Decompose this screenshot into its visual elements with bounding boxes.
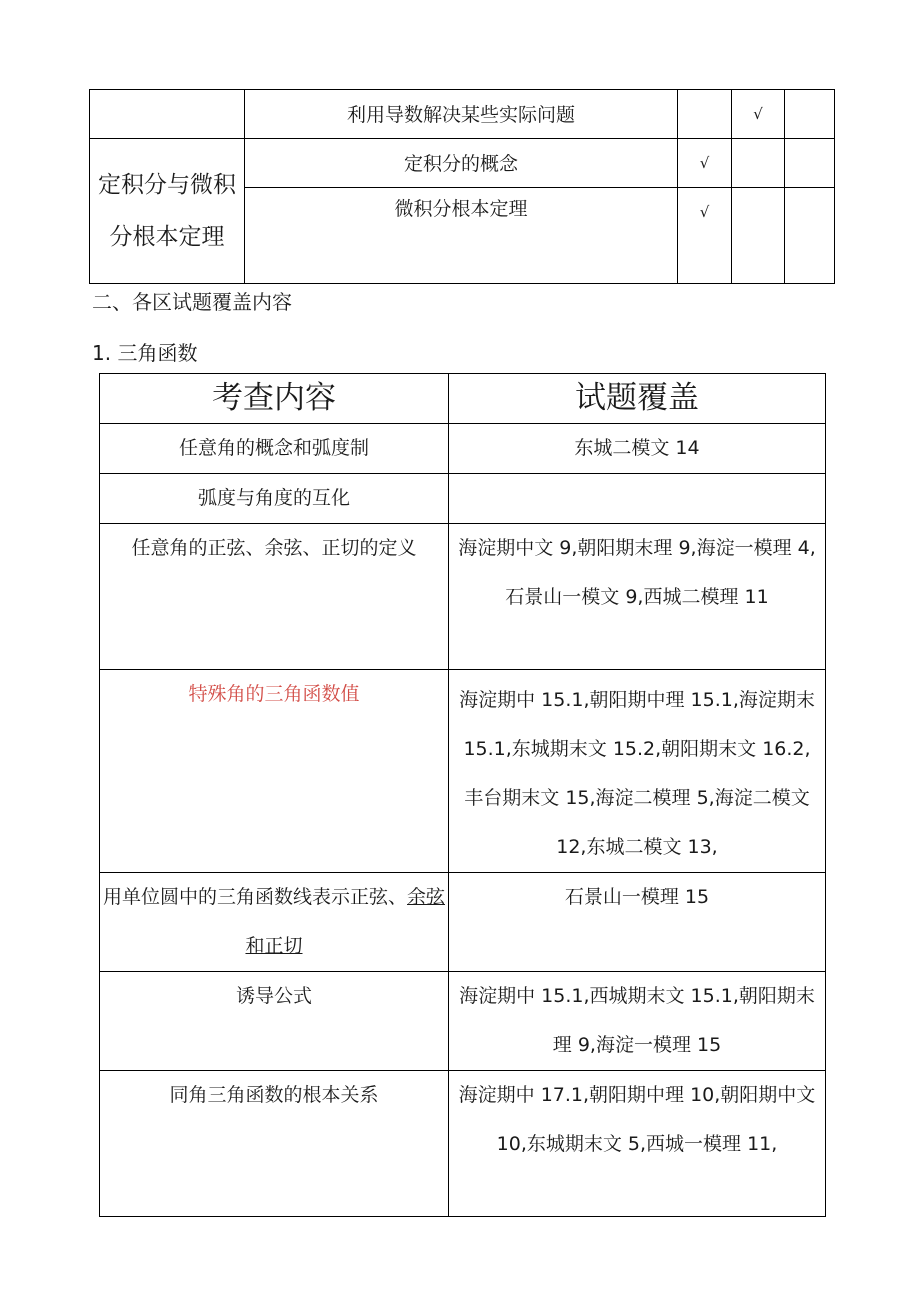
table-row bbox=[100, 873, 826, 972]
coverage-cell: 海淀期中文 9,朝阳期末理 9,海淀一模理 4,石景山一模文 9,西城二模理 11 bbox=[449, 524, 826, 670]
coverage-cell: 海淀期中 15.1,朝阳期中理 15.1,海淀期末 15.1,东城期末文 15.2,朝阳期末文 16.2,丰台期末文 15,海淀二模理 5,海淀二模文 12,东城二模文 13, bbox=[449, 670, 826, 873]
mark-cell bbox=[785, 90, 835, 139]
column-header-content: 考查内容 bbox=[100, 374, 449, 424]
table-header-row bbox=[100, 374, 826, 424]
column-header-coverage: 试题覆盖 bbox=[449, 374, 826, 424]
table-row bbox=[100, 670, 826, 873]
content-cell: 诱导公式 bbox=[100, 972, 449, 1071]
coverage-cell bbox=[449, 474, 826, 524]
table-row bbox=[100, 1071, 826, 1217]
mark-cell bbox=[785, 188, 835, 284]
section-heading: 二、各区试题覆盖内容 bbox=[92, 290, 292, 314]
mark-cell bbox=[732, 139, 785, 188]
content-cell: 弧度与角度的互化 bbox=[100, 474, 449, 524]
content-cell: 定积分的概念 bbox=[245, 139, 678, 188]
underlined-text: 余弦和正切 bbox=[245, 886, 446, 957]
mark-cell bbox=[678, 90, 732, 139]
mark-cell: √ bbox=[678, 188, 732, 284]
subsection-heading: 1. 三角函数 bbox=[92, 341, 198, 365]
topic-cell bbox=[90, 90, 245, 139]
content-cell: 同角三角函数的根本关系 bbox=[100, 1071, 449, 1217]
table-row bbox=[100, 474, 826, 524]
table-row bbox=[90, 90, 835, 139]
content-cell: 利用导数解决某些实际问题 bbox=[245, 90, 678, 139]
mark-cell bbox=[732, 188, 785, 284]
table-row bbox=[90, 139, 835, 188]
mark-cell bbox=[785, 139, 835, 188]
table-row bbox=[100, 972, 826, 1071]
mark-cell: √ bbox=[732, 90, 785, 139]
prerequisite-table bbox=[89, 89, 835, 284]
coverage-cell: 石景山一模理 15 bbox=[449, 873, 826, 972]
table-row bbox=[100, 524, 826, 670]
coverage-cell: 海淀期中 15.1,西城期末文 15.1,朝阳期末理 9,海淀一模理 15 bbox=[449, 972, 826, 1071]
content-cell: 微积分根本定理 bbox=[245, 188, 678, 284]
topic-cell: 定积分与微积分根本定理 bbox=[90, 139, 245, 284]
trig-coverage-table bbox=[99, 373, 826, 1217]
content-cell: 任意角的正弦、余弦、正切的定义 bbox=[100, 524, 449, 670]
mark-cell: √ bbox=[678, 139, 732, 188]
coverage-cell: 东城二模文 14 bbox=[449, 424, 826, 474]
content-cell: 任意角的概念和弧度制 bbox=[100, 424, 449, 474]
content-cell bbox=[100, 873, 449, 972]
content-text: 用单位圆中的三角函数线表示正弦、 bbox=[102, 886, 407, 908]
coverage-cell: 海淀期中 17.1,朝阳期中理 10,朝阳期中文 10,东城期末文 5,西城一模理 11, bbox=[449, 1071, 826, 1217]
highlighted-content-cell: 特殊角的三角函数值 bbox=[100, 670, 449, 873]
table-row bbox=[100, 424, 826, 474]
